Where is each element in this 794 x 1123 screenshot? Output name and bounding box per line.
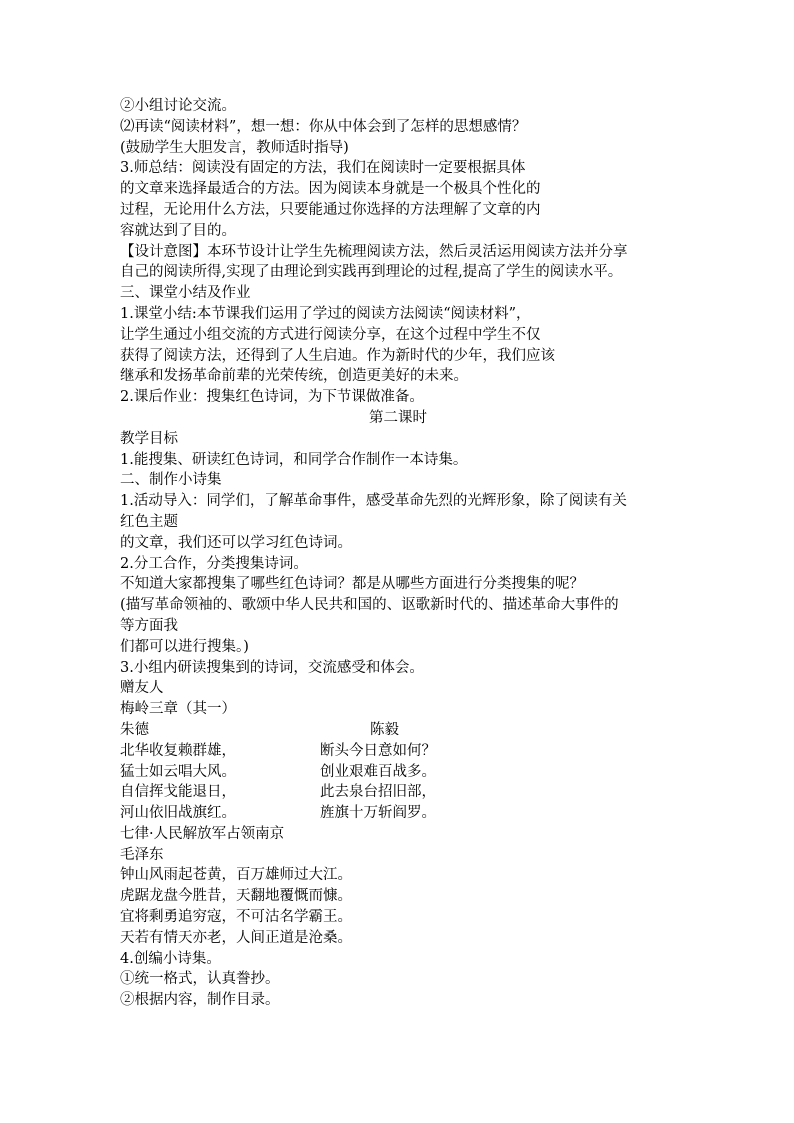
text-line: 1.能搜集、研读红色诗词，和同学合作制作一本诗集。 (120, 451, 468, 468)
section-heading: 三、课堂小结及作业 (120, 285, 251, 302)
poem-authors-row (120, 720, 680, 741)
lesson-title: 第二课时 (369, 409, 427, 426)
poem-row (120, 762, 680, 783)
design-intent-line: 自己的阅读所得,实现了由理论到实践再到理论的过程,提高了学生的阅读水平。 (120, 264, 623, 281)
paragraph-block-bottom (120, 824, 680, 1011)
text-line: (描写革命领袖的、歌颂中华人民共和国的、讴歌新时代的、描述革命大事件的 (120, 597, 619, 614)
poem-line: 河山依旧战旗红。 (120, 805, 236, 822)
text-line: 的文章，我们还可以学习红色诗词。 (120, 534, 352, 551)
poem-columns (120, 720, 680, 824)
text-line: 红色主题 (120, 513, 178, 530)
poem-author: 朱德 (120, 721, 149, 738)
text-line: 不知道大家都搜集了哪些红色诗词？都是从哪些方面进行分类搜集的呢？ (120, 576, 584, 593)
text-line: 的文章来选择最适合的方法。因为阅读本身就是一个极具个性化的 (120, 181, 541, 198)
text-line: 1.活动导入：同学们，了解革命事件，感受革命先烈的光辉形象，除了阅读有关 (120, 493, 627, 510)
poem-row (120, 741, 680, 762)
text-line: 继承和发扬革命前辈的光荣传统，创造更美好的未来。 (120, 368, 468, 385)
section-heading: 教学目标 (120, 430, 178, 447)
poem-line: 旌旗十万斩阎罗。 (320, 805, 436, 822)
poem-line: 创业艰难百战多。 (320, 763, 436, 780)
text-line: ⑵再读“阅读材料”，想一想：你从中体会到了怎样的思想感情？ (120, 118, 527, 135)
poem-line: 宜将剩勇追穷寇，不可沽名学霸王。 (120, 909, 352, 926)
text-line: ②小组讨论交流。 (120, 98, 236, 114)
text-line: 们都可以进行搜集。) (120, 638, 249, 655)
text-line: 容就达到了目的。 (120, 222, 236, 239)
text-line: 1.课堂小结:本节课我们运用了学过的阅读方法阅读“阅读材料”， (120, 305, 531, 322)
paragraph-block-top (120, 96, 680, 408)
poem-author: 毛泽东 (120, 846, 164, 863)
poem-author: 陈毅 (370, 721, 399, 738)
document-page (120, 96, 680, 1011)
text-line: 过程，无论用什么方法，只要能通过你选择的方法理解了文章的内 (120, 201, 541, 218)
text-line: 3.小组内研读搜集到的诗词，交流感受和体会。 (120, 659, 424, 676)
text-line: 获得了阅读方法，还得到了人生启迪。作为新时代的少年，我们应该 (120, 347, 555, 364)
poem-line: 虎踞龙盘今胜昔，天翻地覆慨而慷。 (120, 888, 352, 905)
text-line: 4.创编小诗集。 (120, 950, 221, 967)
text-line: 2.课后作业：搜集红色诗词，为下节课做准备。 (120, 389, 424, 406)
text-line: (鼓励学生大胆发言，教师适时指导) (120, 139, 349, 156)
section-heading: 二、制作小诗集 (120, 472, 222, 489)
text-line: 让学生通过小组交流的方式进行阅读分享，在这个过程中学生不仅 (120, 326, 541, 343)
text-line: 3.师总结：阅读没有固定的方法，我们在阅读时一定要根据具体 (120, 160, 526, 177)
poem-title: 七律·人民解放军占领南京 (120, 825, 285, 842)
poem-line: 此去泉台招旧部， (320, 784, 436, 801)
paragraph-block-mid (120, 429, 680, 720)
poem-row (120, 803, 680, 824)
text-line: 等方面我 (120, 617, 178, 634)
poem-line: 天若有情天亦老，人间正道是沧桑。 (120, 929, 352, 946)
poem-title: 梅岭三章（其一） (120, 701, 236, 718)
poem-line: 北华收复赖群雄， (120, 742, 236, 759)
poem-line: 自信挥戈能退日， (120, 784, 236, 801)
text-line: ①统一格式，认真誊抄。 (120, 971, 280, 988)
poem-row (120, 782, 680, 803)
design-intent-line: 【设计意图】本环节设计让学生先梳理阅读方法，然后灵活运用阅读方法并分享 (120, 243, 628, 260)
text-line: 2.分工合作，分类搜集诗词。 (120, 555, 308, 572)
poem-line: 猛士如云唱大风。 (120, 763, 236, 780)
poem-line: 断头今日意如何？ (320, 742, 436, 759)
poem-line: 钟山风雨起苍黄，百万雄师过大江。 (120, 867, 352, 884)
poem-title: 赠友人 (120, 680, 164, 697)
text-line: ②根据内容，制作目录。 (120, 992, 280, 1009)
